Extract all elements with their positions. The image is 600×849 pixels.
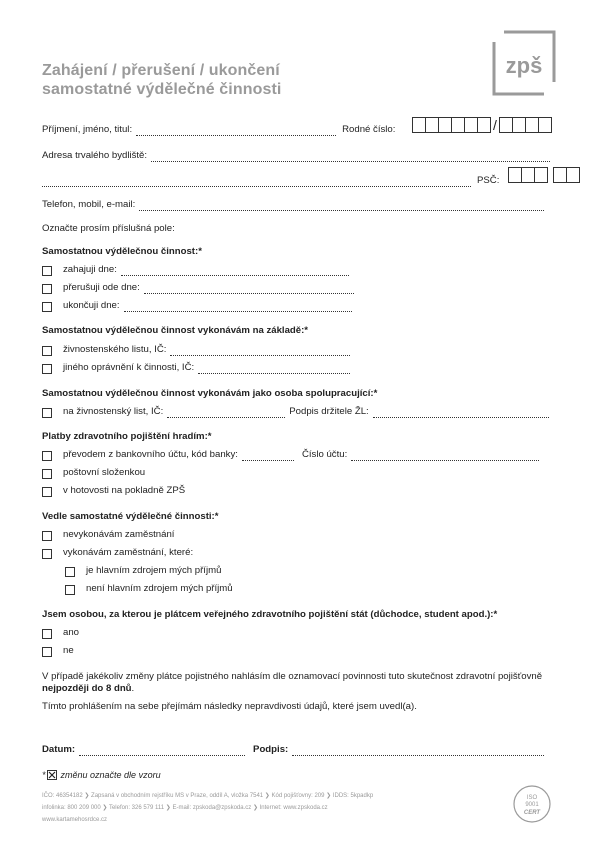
page-title-line2: samostatné výdělečné činnosti	[42, 81, 282, 98]
list-item	[42, 485, 185, 497]
birth-digit[interactable]	[525, 117, 539, 133]
cooperating-checkbox[interactable]	[42, 408, 52, 418]
main-income-checkbox[interactable]	[65, 567, 75, 577]
iso-cert: CERT	[523, 810, 541, 816]
list-item	[65, 583, 233, 595]
birth-digit[interactable]	[438, 117, 452, 133]
section6-heading: Jsem osobou, za kterou je plátcem veřejného zdravotního pojištění stát (důchodce, student apod.):*	[42, 609, 498, 620]
not-main-income-label: není hlavním zdrojem mých příjmů	[86, 583, 233, 594]
legend-asterisk: *	[42, 770, 46, 780]
name-label: Příjmení, jméno, titul:	[42, 124, 133, 135]
start-date-field[interactable]	[121, 266, 349, 276]
birth-digit[interactable]	[477, 117, 491, 133]
postal-order-label: poštovní složenkou	[63, 467, 146, 478]
interrupt-checkbox[interactable]	[42, 284, 52, 294]
birth-digit[interactable]	[451, 117, 465, 133]
zps-logo	[492, 30, 556, 96]
address-label: Adresa trvalého bydliště:	[42, 150, 148, 161]
trade-license-label: živnostenského listu, IČ:	[63, 344, 167, 355]
psc-label: PSČ:	[477, 175, 500, 186]
page-title-line1: Zahájení / přerušení / ukončení	[42, 62, 280, 79]
other-permit-label: jiného oprávnění k činnosti, IČ:	[63, 362, 195, 373]
list-item	[42, 467, 145, 479]
bank-transfer-checkbox[interactable]	[42, 451, 52, 461]
birth-digit[interactable]	[538, 117, 552, 133]
employment-label: vykonávám zaměstnání, které:	[63, 547, 194, 558]
list-item	[42, 547, 193, 559]
name-row	[42, 124, 395, 136]
declaration: Tímto prohlášením na sebe přejímám následky nepravdivosti údajů, které jsem uvedl(a).	[42, 701, 417, 712]
no-employment-checkbox[interactable]	[42, 531, 52, 541]
instruction: Označte prosím příslušná pole:	[42, 223, 175, 234]
iso-label: ISO	[526, 795, 538, 801]
list-item	[42, 449, 539, 461]
footer-line1: IČO: 46354182 ❯ Zapsaná v obchodním rejstříku MS v Praze, oddíl A, vložka 7541 ❯ Kód pojišťovny: 209 ❯ IDDS: 5kpadkp	[42, 793, 374, 799]
birth-digit[interactable]	[412, 117, 426, 133]
trade-license-ic-field[interactable]	[170, 346, 350, 356]
birth-digit[interactable]	[425, 117, 439, 133]
trade-license-checkbox[interactable]	[42, 346, 52, 356]
list-item	[42, 645, 74, 657]
cash-label: v hotovosti na pokladně ZPŠ	[63, 485, 186, 496]
postal-order-checkbox[interactable]	[42, 469, 52, 479]
list-item	[42, 264, 349, 276]
notice-deadline: nejpozději do 8 dnů	[42, 683, 132, 694]
holder-signature-label: Podpis držitele ŽL:	[289, 406, 369, 417]
psc-digit[interactable]	[534, 167, 548, 183]
end-label: ukončuji dne:	[63, 300, 120, 311]
address-field[interactable]	[151, 152, 550, 162]
account-label: Číslo účtu:	[301, 449, 348, 460]
list-item	[65, 565, 221, 577]
psc-digit[interactable]	[553, 167, 567, 183]
birth-digit[interactable]	[464, 117, 478, 133]
bank-code-field[interactable]	[242, 451, 294, 461]
birth-number-label: Rodné číslo:	[342, 124, 396, 135]
section4-heading: Platby zdravotního pojištění hradím:*	[42, 431, 212, 442]
list-item	[42, 344, 350, 356]
yes-checkbox[interactable]	[42, 629, 52, 639]
account-number-field[interactable]	[351, 451, 539, 461]
main-income-label: je hlavním zdrojem mých příjmů	[86, 565, 222, 576]
psc-boxes	[508, 167, 580, 183]
phone-field[interactable]	[139, 201, 544, 211]
logo-text: zpš	[505, 53, 543, 78]
signature-label: Podpis:	[253, 744, 289, 755]
address-row	[42, 150, 550, 162]
signing-row	[42, 744, 544, 756]
cash-checkbox[interactable]	[42, 487, 52, 497]
no-checkbox[interactable]	[42, 647, 52, 657]
list-item	[42, 627, 79, 639]
employment-checkbox[interactable]	[42, 549, 52, 559]
section1-heading: Samostatnou výdělečnou činnost:*	[42, 246, 202, 257]
date-field[interactable]	[79, 746, 245, 756]
psc-digit[interactable]	[521, 167, 535, 183]
address-row-2	[42, 175, 499, 187]
not-main-income-checkbox[interactable]	[65, 585, 75, 595]
bank-transfer-label: převodem z bankovního účtu, kód banky:	[63, 449, 238, 460]
cooperating-label: na živnostenský list, IČ:	[63, 406, 164, 417]
cooperating-ic-field[interactable]	[167, 408, 285, 418]
legend-text: změnu označte dle vzoru	[60, 770, 161, 780]
footer-line2: infolinka: 800 209 000 ❯ Telefon: 326 579 111 ❯ E-mail: zpskoda@zpskoda.cz ❯ Internet: www.zpskoda.cz	[42, 805, 328, 811]
list-item	[42, 406, 549, 418]
birth-digit[interactable]	[512, 117, 526, 133]
psc-digit[interactable]	[508, 167, 522, 183]
interrupt-label: přerušuji ode dne:	[63, 282, 140, 293]
notice-line2	[42, 683, 134, 695]
no-label: ne	[63, 645, 74, 656]
start-checkbox[interactable]	[42, 266, 52, 276]
iso-certificate-badge	[512, 784, 552, 824]
end-checkbox[interactable]	[42, 302, 52, 312]
birth-digit[interactable]	[499, 117, 513, 133]
name-field[interactable]	[136, 126, 336, 136]
yes-label: ano	[63, 627, 80, 638]
address-field-2[interactable]	[42, 177, 471, 187]
date-label: Datum:	[42, 744, 76, 755]
interrupt-date-field[interactable]	[144, 284, 354, 294]
notice-line1: V případě jakékoliv změny plátce pojistného nahlásím dle oznamovací povinnosti tuto skutečnost zdravotní pojišťovně	[42, 671, 543, 682]
phone-label: Telefon, mobil, e-mail:	[42, 199, 136, 210]
end-date-field[interactable]	[124, 302, 352, 312]
other-permit-checkbox[interactable]	[42, 364, 52, 374]
section3-heading: Samostatnou výdělečnou činnost vykonávám jako osoba spolupracující:*	[42, 388, 378, 399]
other-permit-ic-field[interactable]	[198, 364, 350, 374]
legend	[42, 770, 161, 780]
start-label: zahajuji dne:	[63, 264, 117, 275]
birth-number-boxes	[412, 117, 552, 133]
list-item	[42, 529, 174, 541]
list-item	[42, 300, 352, 312]
birth-separator: /	[493, 117, 497, 133]
signature-field[interactable]	[292, 746, 544, 756]
holder-signature-field[interactable]	[373, 408, 549, 418]
footer-line3: www.kartamehosrdce.cz	[42, 817, 108, 823]
checked-box-icon	[47, 770, 57, 780]
no-employment-label: nevykonávám zaměstnání	[63, 529, 175, 540]
section2-heading: Samostatnou výdělečnou činnost vykonávám na základě:*	[42, 325, 309, 336]
list-item	[42, 362, 350, 374]
notice-period: .	[131, 683, 135, 694]
psc-digit[interactable]	[566, 167, 580, 183]
phone-row	[42, 199, 544, 211]
list-item	[42, 282, 354, 294]
iso-number: 9001	[525, 802, 539, 808]
section5-heading: Vedle samostatné výdělečné činnosti:*	[42, 511, 219, 522]
